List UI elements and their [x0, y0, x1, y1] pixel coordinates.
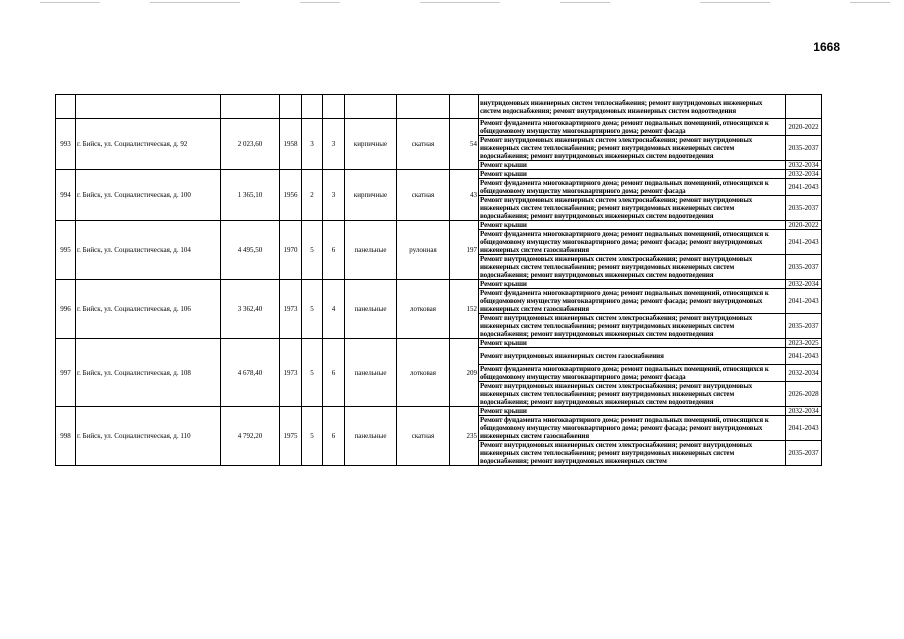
work-period: 2035-2037 [786, 255, 822, 280]
wall-material: панельные [345, 221, 397, 280]
scan-artifact-line [0, 2, 904, 4]
construction-year: 1958 [280, 119, 302, 170]
building-area: 3 362,40 [221, 280, 280, 339]
table-body [56, 95, 822, 466]
empty-cell [76, 95, 221, 119]
work-period: 2026-2028 [786, 382, 822, 407]
building-address: г. Бийск, ул. Социалистическая, д. 108 [76, 339, 221, 407]
work-description: Ремонт крыши [479, 339, 786, 348]
wall-material: кирпичные [345, 119, 397, 170]
floor-count: 5 [302, 280, 323, 339]
building-number: 998 [56, 407, 76, 466]
table-row [56, 407, 822, 416]
work-description: Ремонт фундамента многоквартирного дома; ремонт подвальных помещений, относящихся к общедомовому имуществу многоквартирного дома; ремонт фасада; ремонт внутридомовых инженерных систем газоснабжения [479, 289, 786, 314]
construction-year: 1973 [280, 280, 302, 339]
work-description: Ремонт внутридомовых инженерных систем газоснабжения [479, 348, 786, 365]
building-area: 4 792,20 [221, 407, 280, 466]
entrance-count: 6 [323, 221, 345, 280]
work-period: 2041-2043 [786, 348, 822, 365]
work-description: Ремонт крыши [479, 221, 786, 230]
entrance-count: 3 [323, 119, 345, 170]
work-period: 2020-2022 [786, 119, 822, 136]
roof-type: скатная [397, 170, 450, 221]
table-row-continued [56, 95, 822, 119]
work-period: 2041-2043 [786, 230, 822, 255]
work-description: Ремонт фундамента многоквартирного дома; ремонт подвальных помещений, относящихся к общедомовому имуществу многоквартирного дома; ремонт фасада [479, 119, 786, 136]
work-description: Ремонт внутридомовых инженерных систем электроснабжения; ремонт внутридомовых инженерных систем теплоснабжения; ремонт внутридомовых инженерных систем водоснабжения; ремонт внутридомовых инженерных систем водоотведения [479, 314, 786, 339]
building-number: 993 [56, 119, 76, 170]
building-address: г. Бийск, ул. Социалистическая, д. 92 [76, 119, 221, 170]
wall-material: панельные [345, 339, 397, 407]
empty-cell [450, 95, 479, 119]
empty-cell [397, 95, 450, 119]
work-description: Ремонт внутридомовых инженерных систем электроснабжения; ремонт внутридомовых инженерных систем теплоснабжения; ремонт внутридомовых инженерных систем водоснабжения; ремонт внутридомовых инженерных систем водоотведения [479, 136, 786, 161]
building-area: 1 365,10 [221, 170, 280, 221]
building-area: 4 678,40 [221, 339, 280, 407]
work-description: Ремонт фундамента многоквартирного дома; ремонт подвальных помещений, относящихся к общедомовому имуществу многоквартирного дома; ремонт фасада [479, 365, 786, 382]
work-description: внутридомовых инженерных систем теплоснабжения; ремонт внутридомовых инженерных систем водоснабжения; ремонт внутридомовых инженерных систем водоотведения [479, 95, 786, 119]
resident-count: 43 [450, 170, 479, 221]
work-description: Ремонт фундамента многоквартирного дома; ремонт подвальных помещений, относящихся к общедомовому имуществу многоквартирного дома; ремонт фасада [479, 179, 786, 196]
entrance-count: 4 [323, 280, 345, 339]
work-description: Ремонт крыши [479, 280, 786, 289]
floor-count: 3 [302, 119, 323, 170]
work-description: Ремонт внутридомовых инженерных систем электроснабжения; ремонт внутридомовых инженерных систем теплоснабжения; ремонт внутридомовых инженерных систем водоснабжения; ремонт внутридомовых инженерных систем водоотведения [479, 196, 786, 221]
work-description: Ремонт фундамента многоквартирного дома; ремонт подвальных помещений, относящихся к общедомовому имуществу многоквартирного дома; ремонт фасада; ремонт внутридомовых инженерных систем газоснабжения [479, 230, 786, 255]
resident-count: 152 [450, 280, 479, 339]
table-row [56, 280, 822, 289]
building-number: 996 [56, 280, 76, 339]
wall-material: панельные [345, 280, 397, 339]
building-area: 2 023,60 [221, 119, 280, 170]
building-number: 997 [56, 339, 76, 407]
table-row [56, 339, 822, 348]
work-period: 2032-2034 [786, 407, 822, 416]
housing-register-table [55, 94, 822, 466]
building-number: 994 [56, 170, 76, 221]
work-period: 2035-2037 [786, 314, 822, 339]
work-period: 2032-2034 [786, 365, 822, 382]
work-period: 2035-2037 [786, 441, 822, 466]
resident-count: 235 [450, 407, 479, 466]
empty-cell [345, 95, 397, 119]
work-period: 2041-2043 [786, 179, 822, 196]
floor-count: 5 [302, 339, 323, 407]
building-address: г. Бийск, ул. Социалистическая, д. 110 [76, 407, 221, 466]
work-description: Ремонт крыши [479, 407, 786, 416]
construction-year: 1975 [280, 407, 302, 466]
roof-type: рулонная [397, 221, 450, 280]
page-number: 1668 [813, 40, 840, 54]
work-period: 2032-2034 [786, 161, 822, 170]
work-period: 2032-2034 [786, 170, 822, 179]
floor-count: 5 [302, 221, 323, 280]
work-period: 2041-2043 [786, 416, 822, 441]
table-row [56, 221, 822, 230]
table-row [56, 170, 822, 179]
empty-cell [323, 95, 345, 119]
building-number: 995 [56, 221, 76, 280]
building-address: г. Бийск, ул. Социалистическая, д. 106 [76, 280, 221, 339]
work-description: Ремонт крыши [479, 161, 786, 170]
empty-cell [280, 95, 302, 119]
work-description: Ремонт внутридомовых инженерных систем электроснабжения; ремонт внутридомовых инженерных систем теплоснабжения; ремонт внутридомовых инженерных систем водоснабжения; ремонт внутридомовых инженерных систем водоотведения [479, 255, 786, 280]
floor-count: 2 [302, 170, 323, 221]
entrance-count: 6 [323, 339, 345, 407]
construction-year: 1970 [280, 221, 302, 280]
entrance-count: 3 [323, 170, 345, 221]
resident-count: 54 [450, 119, 479, 170]
roof-type: лотковая [397, 339, 450, 407]
work-description: Ремонт крыши [479, 170, 786, 179]
roof-type: скатная [397, 407, 450, 466]
building-address: г. Бийск, ул. Социалистическая, д. 104 [76, 221, 221, 280]
empty-cell [221, 95, 280, 119]
resident-count: 197 [450, 221, 479, 280]
work-description: Ремонт внутридомовых инженерных систем электроснабжения; ремонт внутридомовых инженерных систем теплоснабжения; ремонт внутридомовых инженерных систем водоснабжения; ремонт внутридомовых инженерных систем водоотведения [479, 382, 786, 407]
work-period: 2041-2043 [786, 289, 822, 314]
work-description: Ремонт внутридомовых инженерных систем электроснабжения; ремонт внутридомовых инженерных систем теплоснабжения; ремонт внутридомовых инженерных систем водоснабжения; ремонт внутридомовых инженерных систем [479, 441, 786, 466]
building-area: 4 495,50 [221, 221, 280, 280]
floor-count: 5 [302, 407, 323, 466]
resident-count: 209 [450, 339, 479, 407]
wall-material: панельные [345, 407, 397, 466]
building-address: г. Бийск, ул. Социалистическая, д. 100 [76, 170, 221, 221]
work-period: 2035-2037 [786, 196, 822, 221]
roof-type: скатная [397, 119, 450, 170]
work-period: 2020-2022 [786, 221, 822, 230]
construction-year: 1973 [280, 339, 302, 407]
work-period: 2035-2037 [786, 136, 822, 161]
table-row [56, 119, 822, 136]
work-description: Ремонт фундамента многоквартирного дома; ремонт подвальных помещений, относящихся к общедомовому имуществу многоквартирного дома; ремонт фасада; ремонт внутридомовых инженерных систем газоснабжения [479, 416, 786, 441]
work-period [786, 95, 822, 119]
entrance-count: 6 [323, 407, 345, 466]
work-period: 2032-2034 [786, 280, 822, 289]
construction-year: 1956 [280, 170, 302, 221]
roof-type: лотковая [397, 280, 450, 339]
empty-cell [302, 95, 323, 119]
empty-cell [56, 95, 76, 119]
work-period: 2023-2025 [786, 339, 822, 348]
wall-material: кирпичные [345, 170, 397, 221]
